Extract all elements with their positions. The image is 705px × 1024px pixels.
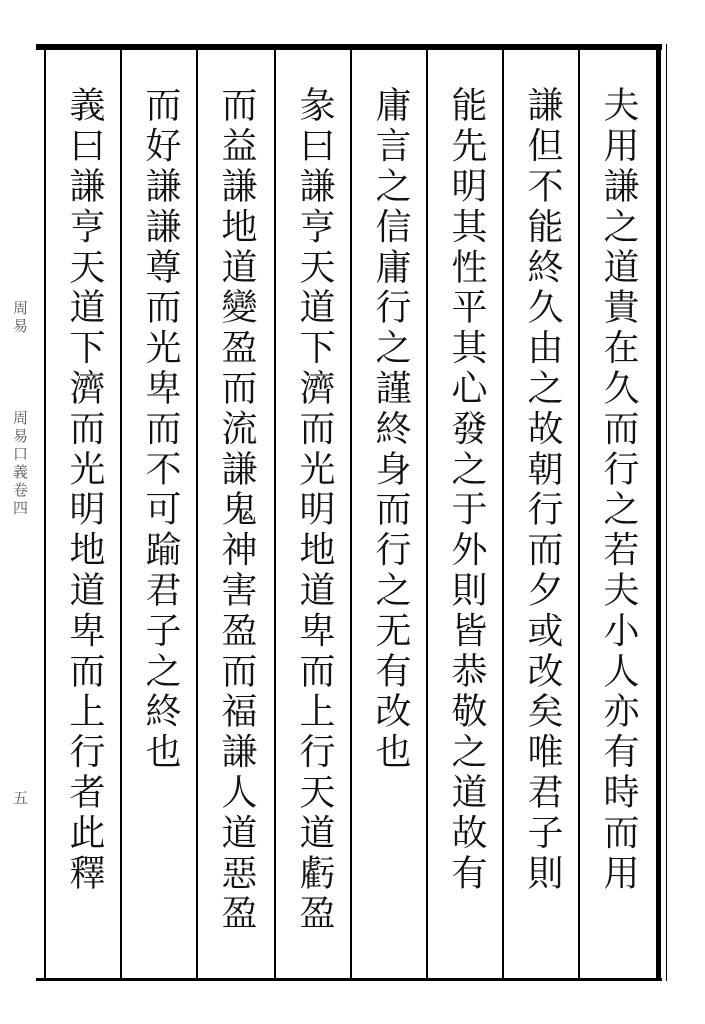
- top-border: [36, 44, 662, 50]
- margin-label-title: 周易口義卷四: [11, 410, 29, 518]
- text-column-6: 而益謙地道變盈而流謙鬼神害盈而福謙人道惡盈: [216, 86, 257, 935]
- column-divider: [274, 50, 276, 978]
- text-column-3: 能先明其性平其心發之于外則皆恭敬之道故有: [446, 86, 487, 894]
- column-divider: [196, 50, 198, 978]
- bottom-border: [36, 978, 662, 981]
- text-column-4: 庸言之信庸行之謹終身而行之无有改也: [370, 86, 411, 773]
- right-border: [656, 44, 661, 981]
- column-divider: [578, 50, 580, 978]
- column-divider: [350, 50, 352, 978]
- right-border-inner: [666, 44, 667, 981]
- margin-label-top: 周易: [11, 300, 29, 336]
- text-column-8: 義曰謙亨天道下濟而光明地道卑而上行者此釋: [64, 86, 105, 894]
- column-divider: [426, 50, 428, 978]
- column-divider: [502, 50, 504, 978]
- column-divider: [120, 50, 122, 978]
- text-column-2: 謙但不能終久由之故朝行而夕或改矣唯君子則: [522, 86, 563, 894]
- margin-label-page: 五: [11, 790, 29, 808]
- left-border: [44, 48, 46, 980]
- text-column-7: 而好謙謙尊而光卑而不可踰君子之終也: [140, 86, 181, 773]
- text-column-5: 彖曰謙亨天道下濟而光明地道卑而上行天道虧盈: [294, 86, 335, 935]
- text-column-1: 夫用謙之道貴在久而行之若夫小人亦有時而用: [598, 86, 639, 894]
